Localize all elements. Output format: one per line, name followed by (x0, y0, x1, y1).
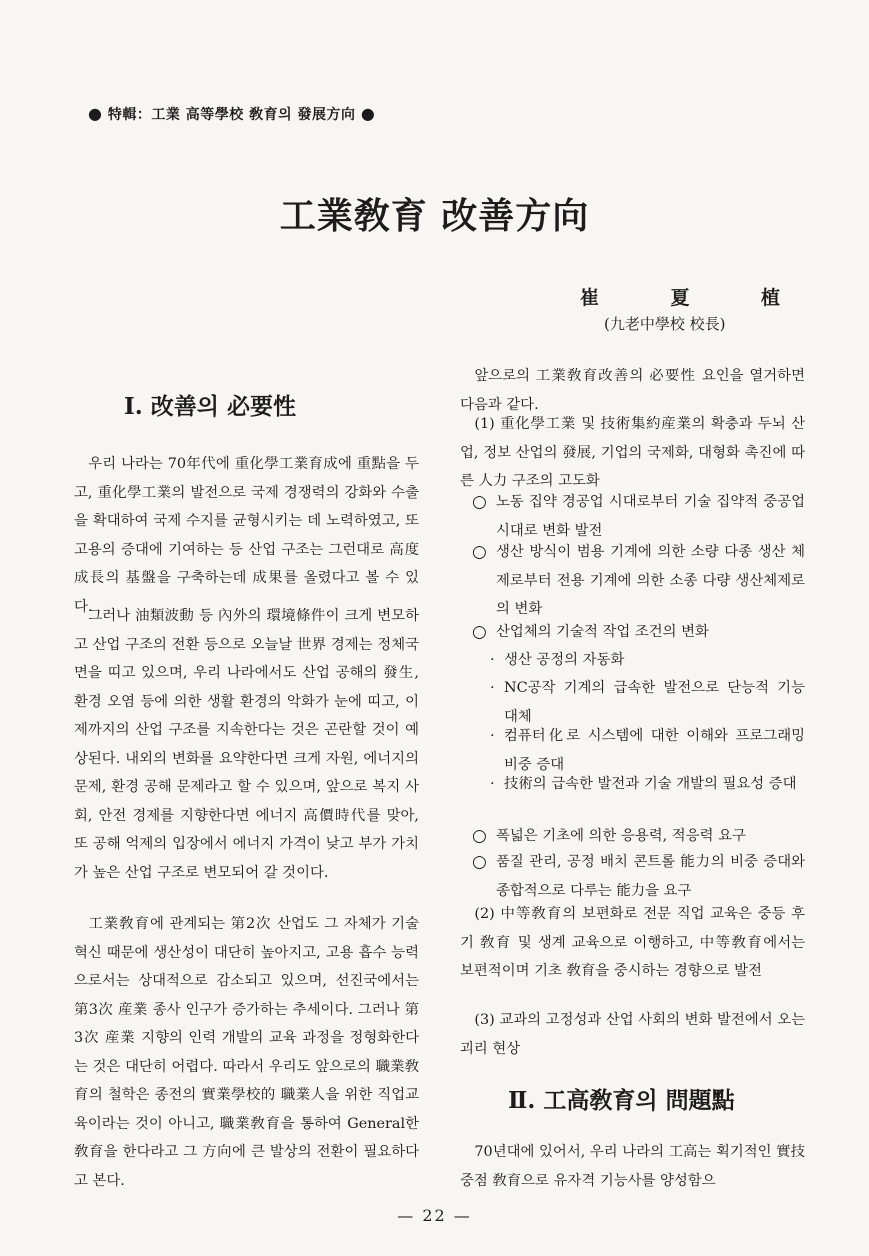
sub-list-item-text: 생산 공정의 자동화 (504, 652, 625, 668)
list-item-text: 품질 관리, 공정 배치 콘트롤 能力의 비중 증대와 종합적으로 다루는 能力을 요구 (496, 854, 805, 899)
article-title: 工業敎育 改善方向 (279, 195, 590, 237)
sub-list-item-text: NC공작 기계의 급속한 발전으로 단능적 기능 대체 (504, 680, 805, 725)
list-item-text: 노동 집약 경공업 시대로부터 기술 집약적 중공업 시대로 변화 발전 (496, 494, 805, 539)
dot-bullet-icon: · (490, 652, 495, 668)
bullet-dot-right: ● (360, 104, 376, 123)
list-item (472, 618, 805, 647)
section-heading-1: Ⅰ. 改善의 必要性 (124, 393, 296, 420)
body-paragraph: 70년대에 있어서, 우리 나라의 工高는 획기적인 實技 중점 敎育으로 유자격 기능사를 양성함으 (460, 1144, 805, 1189)
sub-list-item (490, 770, 805, 799)
special-feature-label (88, 104, 375, 124)
bullet-dot-left: ● (88, 104, 103, 123)
list-item-text: 폭넓은 기초에 의한 응용력, 적응력 요구 (496, 828, 746, 844)
author-char: 崔 (580, 287, 600, 309)
sub-list-item (490, 646, 805, 675)
author-char: 植 (760, 287, 780, 309)
circle-bullet-icon: ○ (472, 542, 487, 562)
sub-list-item-text: 컴퓨터化로 시스템에 대한 이해와 프로그래밍 비중 증대 (504, 728, 805, 773)
dot-bullet-icon: · (490, 776, 495, 792)
author-name (580, 283, 780, 310)
list-item-text: 산업체의 기술적 작업 조건의 변화 (496, 624, 709, 640)
body-paragraph: 앞으로의 工業敎育改善의 必要性 요인을 열거하면 다음과 같다. (460, 368, 805, 413)
dot-bullet-icon: · (490, 680, 495, 696)
author-affiliation: (九老中學校 校長) (604, 315, 726, 333)
author-char: 夏 (670, 287, 690, 309)
section-heading-2: Ⅱ. 工高敎育의 問題點 (508, 1087, 735, 1114)
list-item (472, 488, 805, 545)
list-item (472, 848, 805, 905)
circle-bullet-icon: ○ (472, 852, 487, 872)
dot-bullet-icon: · (490, 728, 495, 744)
body-paragraph: 그러나 油類波動 등 內外의 環境條件이 크게 변모하고 산업 구조의 전환 등으로 오늘날 世界 경제는 정체국면을 띠고 있으며, 우리 나라에서도 산업 공해의 發生, 환경 오염 등에 의한 생활 환경의 악화가 눈에 띠고, 이제까지의 산업 구조를 지속한다는 것은 곤란할 것이 예상된다. 내외의 변화를 요약한다면 크게 자원, 에너지의 문제, 환경 공해 문제라고 할 수 있으며, 앞으로 복지 사회, 안전 경제를 지향한다면 에너지 高價時代를 맞아, 또 공해 억제의 입장에서 에너지 가격이 낮고 부가 가치가 높은 산업 구조로 변모되어 갈 것이다. (74, 608, 419, 881)
list-item-text: 생산 방식이 범용 기계에 의한 소량 다종 생산 체제로부터 전용 기계에 의한 소종 다량 생산체제로의 변화 (496, 544, 805, 617)
list-item (472, 538, 805, 624)
list-item: (1) 重化學工業 및 技術集約産業의 확충과 두뇌 산업, 정보 산업의 發展, 기업의 국제화, 대형화 촉진에 따른 人力 구조의 고도화 (460, 416, 805, 489)
circle-bullet-icon: ○ (472, 622, 487, 642)
body-paragraph: 우리 나라는 70年代에 重化學工業育成에 重點을 두고, 重化學工業의 발전으로 국제 경쟁력의 강화와 수출을 확대하여 국제 수지를 균형시키는 데 노력하였고, 또 고용의 증대에 기여하는 등 산업 구조는 그런대로 高度成長의 基盤을 구축하는데 成果를 올렸다고 볼 수 있다. (74, 456, 419, 615)
list-item: (3) 교과의 고정성과 산업 사회의 변화 발전에서 오는 괴리 현상 (460, 1012, 805, 1057)
list-item: (2) 中等敎育의 보편화로 전문 직업 교육은 중등 후기 敎育 및 생계 교육으로 이행하고, 中等敎育에서는 보편적이며 기초 敎育을 중시하는 경향으로 발전 (460, 906, 805, 979)
page-number: — 22 — (397, 1206, 472, 1225)
circle-bullet-icon: ○ (472, 826, 487, 846)
list-item (472, 822, 805, 851)
body-paragraph: 工業敎育에 관계되는 第2次 산업도 그 자체가 기술 혁신 때문에 생산성이 대단히 높아지고, 고용 흡수 능력으로서는 상대적으로 감소되고 있으며, 선진국에서는 第3次 産業 종사 인구가 증가하는 추세이다. 그러나 第3次 産業 지향의 인력 개발의 교육 과정을 정형화한다는 것은 대단히 어렵다. 따라서 우리도 앞으로의 職業敎育의 철학은 종전의 實業學校的 職業人을 위한 직업교육이라는 것이 아니고, 職業敎育을 통하여 General한 敎育을 한다라고 그 方向에 큰 발상의 전환이 필요하다고 본다. (74, 916, 419, 1189)
special-feature-text: 特輯：工業 高等學校 敎育의 發展方向 (107, 107, 356, 123)
circle-bullet-icon: ○ (472, 492, 487, 512)
sub-list-item-text: 技術의 급속한 발전과 기술 개발의 필요성 증대 (504, 776, 797, 792)
